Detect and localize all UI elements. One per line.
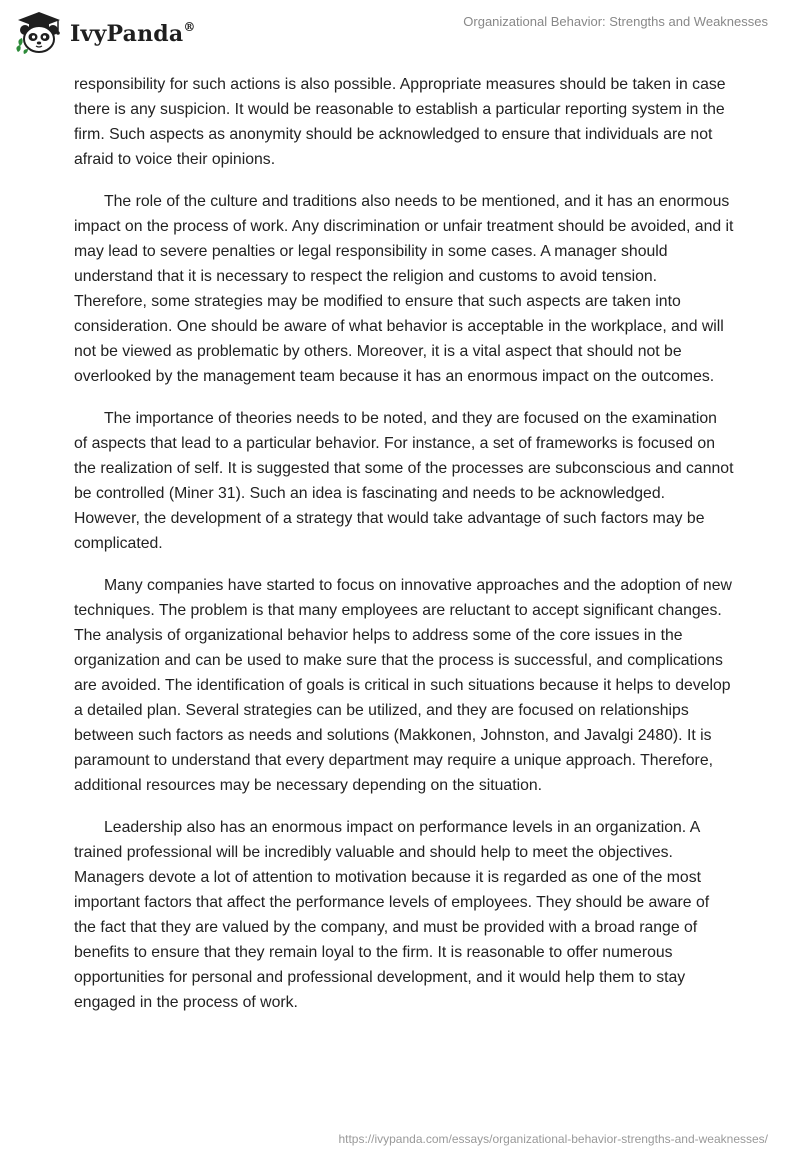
paragraph-culture-traditions: The role of the culture and traditions also needs to be mentioned, and it has an enormous impact on the process of work. Any discrimination or unfair treatment should be avoided, and it may lead to severe penalties or legal responsibility in some cases. A manager should understand that it is necessary to respect the religion and customs to avoid tension. Therefore, some strategies may be modified to ensure that such aspects are taken into consideration. One should be aware of what behavior is acceptable in the workplace, and will not be viewed as problematic by others. Moreover, it is a vital aspect that should not be overlooked by the management team because it has an enormous impact on the outcomes. <box>74 193 734 385</box>
page-header <box>0 0 800 70</box>
essay-body <box>74 72 734 1032</box>
brand-name <box>70 21 196 47</box>
brand-name-text: IvyPanda <box>70 21 184 47</box>
paragraph-theories: The importance of theories needs to be noted, and they are focused on the examination of aspects that lead to a particular behavior. For instance, a set of frameworks is focused on the realization of self. It is suggested that some of the processes are subconscious and cannot be controlled (Miner 31). Such an idea is fascinating and needs to be acknowledged. However, the development of a strategy that would take advantage of such factors may be complicated. <box>74 410 734 552</box>
panda-graduate-icon <box>14 10 64 56</box>
ivypanda-logo[interactable] <box>14 8 196 58</box>
paragraph-continued: responsibility for such actions is also possible. Appropriate measures should be taken in case there is any suspicion. It would be reasonable to establish a particular reporting system in the firm. Such aspects as anonymity should be acknowledged to ensure that individuals are not afraid to voice their opinions. <box>74 76 726 168</box>
document-title: Organizational Behavior: Strengths and Weaknesses <box>463 14 768 29</box>
source-url[interactable]: https://ivypanda.com/essays/organizational-behavior-strengths-and-weaknesses/ <box>338 1132 768 1146</box>
registered-mark: ® <box>183 19 196 34</box>
paragraph-innovative-approaches: Many companies have started to focus on innovative approaches and the adoption of new techniques. The problem is that many employees are reluctant to accept significant changes. The analysis of organizational behavior helps to address some of the core issues in the organization and can be used to make sure that the process is successful, and complications are avoided. The identification of goals is critical in such situations because it helps to develop a detailed plan. Several strategies can be utilized, and they are focused on relationships between such factors as needs and solutions (Makkonen, Johnston, and Javalgi 2480). It is paramount to understand that every department may require a unique approach. Therefore, additional resources may be necessary depending on the situation. <box>74 577 732 794</box>
paragraph-leadership: Leadership also has an enormous impact on performance levels in an organization. A trained professional will be incredibly valuable and should help to meet the objectives. Managers devote a lot of attention to motivation because it is regarded as one of the most important factors that affect the performance levels of employees. They should be aware of the fact that they are valued by the company, and must be provided with a broad range of benefits to ensure that they remain loyal to the firm. It is reasonable to offer numerous opportunities for personal and professional development, and it would help them to stay engaged in the process of work. <box>74 819 710 1011</box>
